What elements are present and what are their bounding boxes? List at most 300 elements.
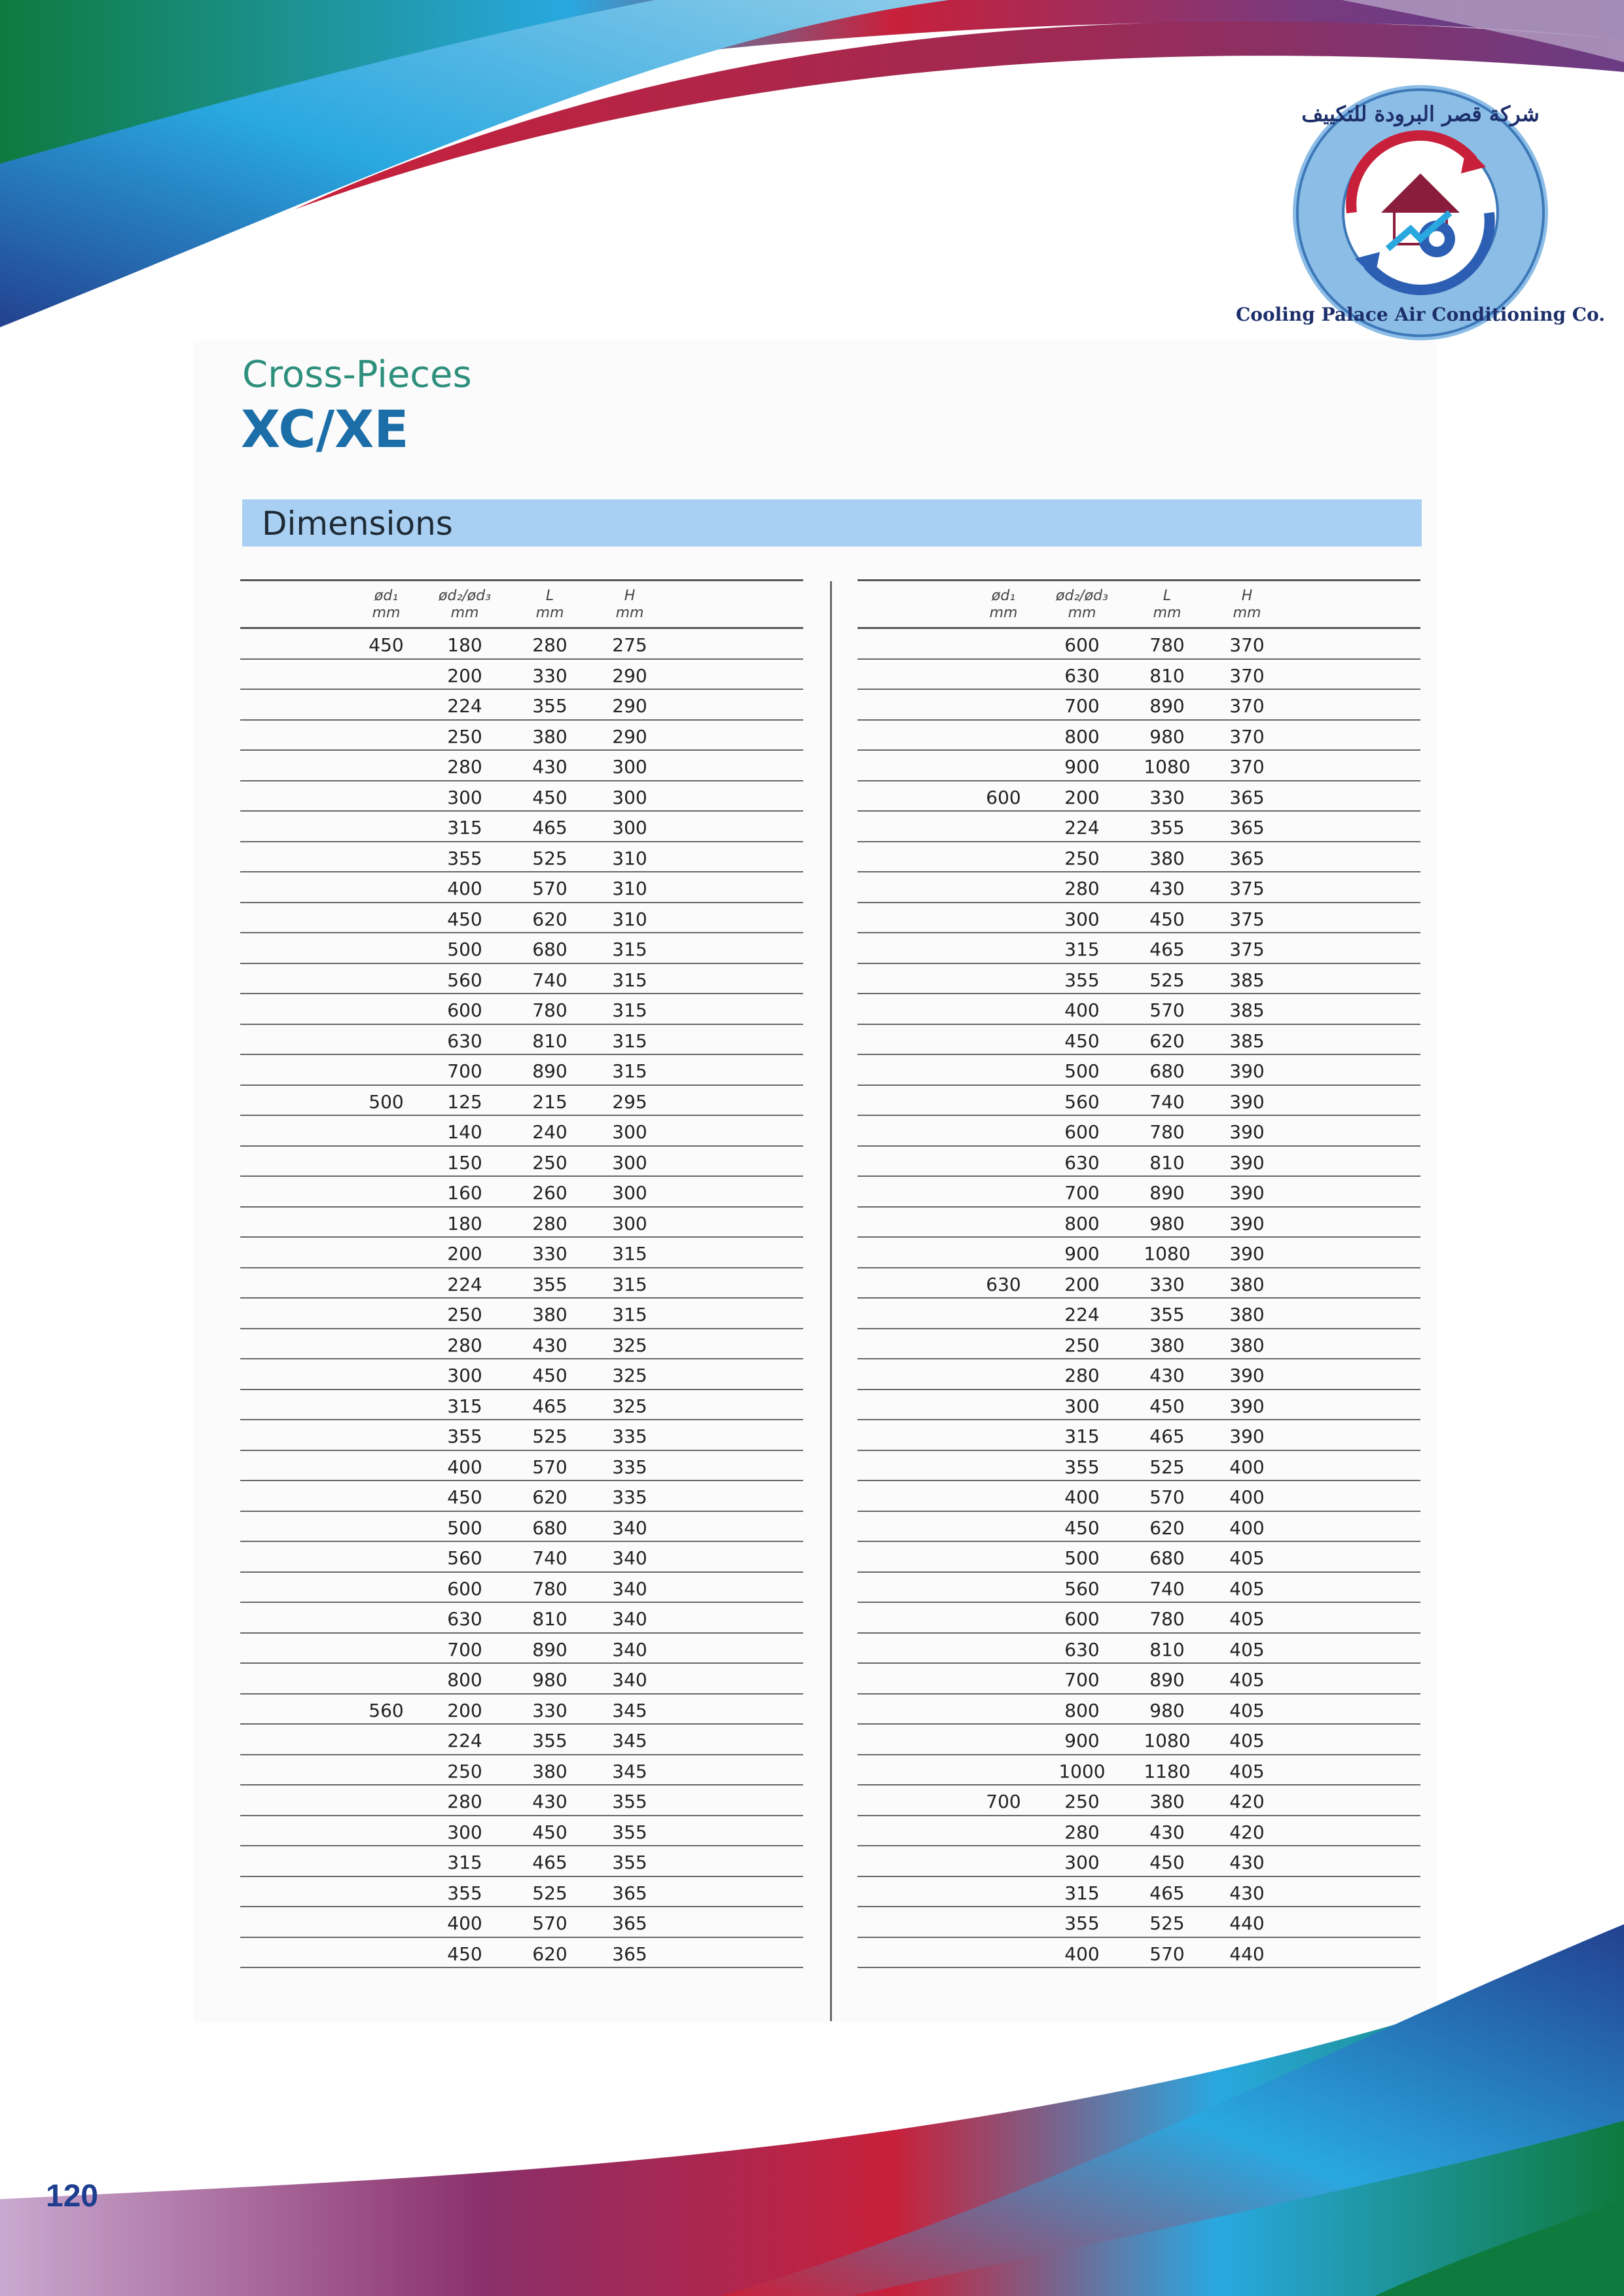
cell-l: 250 xyxy=(532,1151,568,1174)
cell-d2-d3: 700 xyxy=(1064,1182,1100,1204)
svg-text:شركة قصر البرودة للتكييف: شركة قصر البرودة للتكييف xyxy=(1301,101,1540,126)
cell-l: 810 xyxy=(532,1608,568,1630)
table-row xyxy=(240,751,803,781)
cell-h: 390 xyxy=(1229,1121,1265,1143)
table-row xyxy=(240,1268,803,1299)
cell-h: 335 xyxy=(612,1426,647,1447)
cell-d1: 630 xyxy=(986,1273,1021,1295)
cell-l: 780 xyxy=(1149,1121,1185,1143)
cell-h: 325 xyxy=(612,1395,647,1417)
cell-d2-d3: 700 xyxy=(447,1060,482,1082)
table-row xyxy=(240,1603,803,1634)
cell-d2-d3: 600 xyxy=(1064,1121,1100,1143)
column-header-d1: ød₁ mm xyxy=(989,588,1018,621)
table-row xyxy=(240,1846,803,1877)
table-row xyxy=(240,1664,803,1695)
cell-l: 810 xyxy=(1149,1638,1185,1660)
cell-l: 740 xyxy=(1149,1090,1185,1113)
cell-d2-d3: 280 xyxy=(447,1334,482,1356)
cell-h: 325 xyxy=(612,1334,647,1356)
cell-l: 570 xyxy=(532,1912,568,1934)
cell-h: 300 xyxy=(612,817,647,838)
cell-d2-d3: 400 xyxy=(447,1912,482,1934)
cell-d2-d3: 315 xyxy=(447,1852,482,1873)
cell-d2-d3: 280 xyxy=(1064,878,1100,899)
cell-h: 315 xyxy=(612,1304,647,1325)
table-row xyxy=(240,1877,803,1908)
cell-d2-d3: 140 xyxy=(447,1121,482,1143)
cell-h: 315 xyxy=(612,969,647,991)
table-row xyxy=(857,1147,1420,1177)
cell-h: 390 xyxy=(1229,1395,1265,1417)
table-header xyxy=(857,579,1420,629)
cell-d2-d3: 450 xyxy=(447,908,482,930)
cell-l: 355 xyxy=(1149,817,1185,838)
cell-l: 330 xyxy=(1149,1273,1185,1295)
cell-d2-d3: 560 xyxy=(447,1547,482,1569)
cell-l: 450 xyxy=(532,1821,568,1843)
cell-h: 300 xyxy=(612,1121,647,1143)
cell-d2-d3: 630 xyxy=(447,1608,482,1630)
table-row xyxy=(857,1329,1420,1360)
cell-d2-d3: 250 xyxy=(1064,1334,1100,1356)
cell-l: 570 xyxy=(532,878,568,899)
cell-l: 1080 xyxy=(1144,1730,1191,1751)
cell-l: 620 xyxy=(1149,1030,1185,1052)
table-row xyxy=(240,629,803,660)
cell-l: 1080 xyxy=(1144,1243,1191,1265)
dimensions-table-left xyxy=(240,579,803,1968)
cell-h: 310 xyxy=(612,908,647,930)
cell-l: 355 xyxy=(532,1273,568,1295)
table-row xyxy=(857,812,1420,842)
cell-l: 525 xyxy=(1149,1912,1185,1934)
table-row xyxy=(857,1359,1420,1390)
cell-l: 890 xyxy=(1149,1182,1185,1204)
cell-h: 405 xyxy=(1229,1577,1265,1600)
table-row xyxy=(857,1177,1420,1208)
table-row xyxy=(240,812,803,842)
table-row xyxy=(240,1177,803,1208)
cell-l: 890 xyxy=(532,1638,568,1660)
table-row xyxy=(240,781,803,812)
table-row xyxy=(240,660,803,691)
table-row xyxy=(240,1785,803,1816)
cell-d2-d3: 355 xyxy=(447,1426,482,1447)
table-row xyxy=(857,1846,1420,1877)
cell-d2-d3: 224 xyxy=(447,695,482,717)
table-row xyxy=(240,872,803,903)
table-row xyxy=(240,1816,803,1847)
cell-d2-d3: 700 xyxy=(1064,1669,1100,1691)
decorative-footer-waves xyxy=(0,1924,1624,2296)
cell-d1: 560 xyxy=(369,1699,404,1721)
svg-text:Cooling Palace Air Conditionin: Cooling Palace Air Conditioning Co. xyxy=(1236,304,1605,325)
table-row xyxy=(240,1055,803,1086)
cell-d2-d3: 150 xyxy=(447,1151,482,1174)
cell-d2-d3: 224 xyxy=(1064,1304,1100,1325)
cell-d2-d3: 600 xyxy=(1064,634,1100,656)
cell-d2-d3: 400 xyxy=(1064,1486,1100,1508)
table-row xyxy=(857,1451,1420,1482)
cell-l: 330 xyxy=(1149,786,1185,808)
cell-d2-d3: 200 xyxy=(1064,1273,1100,1295)
cell-h: 370 xyxy=(1229,664,1265,687)
cell-l: 280 xyxy=(532,1212,568,1234)
cell-h: 355 xyxy=(612,1791,647,1812)
cell-l: 980 xyxy=(1149,725,1185,747)
cell-d2-d3: 280 xyxy=(447,756,482,778)
cell-l: 680 xyxy=(532,939,568,960)
table-row xyxy=(857,1481,1420,1512)
cell-d2-d3: 160 xyxy=(447,1182,482,1204)
table-row xyxy=(857,1025,1420,1056)
cell-d2-d3: 280 xyxy=(1064,1821,1100,1843)
cell-d2-d3: 180 xyxy=(447,634,482,656)
cell-d2-d3: 280 xyxy=(1064,1365,1100,1386)
cell-l: 570 xyxy=(1149,1943,1185,1965)
cell-d2-d3: 900 xyxy=(1064,1243,1100,1265)
cell-l: 680 xyxy=(1149,1547,1185,1569)
cell-h: 390 xyxy=(1229,1151,1265,1174)
table-row xyxy=(240,690,803,721)
cell-d2-d3: 500 xyxy=(447,1516,482,1539)
cell-l: 355 xyxy=(532,695,568,717)
table-row xyxy=(857,872,1420,903)
cell-d2-d3: 250 xyxy=(447,1304,482,1325)
cell-h: 405 xyxy=(1229,1760,1265,1782)
page-number: 120 xyxy=(46,2179,99,2214)
cell-l: 430 xyxy=(532,1791,568,1812)
table-row xyxy=(240,1116,803,1147)
cell-l: 525 xyxy=(1149,1456,1185,1478)
cell-h: 300 xyxy=(612,1182,647,1204)
table-row xyxy=(857,1725,1420,1755)
table-row xyxy=(240,903,803,934)
cell-h: 390 xyxy=(1229,1243,1265,1265)
cell-l: 280 xyxy=(532,634,568,656)
cell-d2-d3: 400 xyxy=(447,1456,482,1478)
cell-l: 1180 xyxy=(1144,1760,1191,1782)
cell-h: 315 xyxy=(612,999,647,1021)
table-row xyxy=(240,721,803,751)
table-row xyxy=(857,1055,1420,1086)
table-row xyxy=(857,933,1420,964)
cell-d2-d3: 450 xyxy=(447,1486,482,1508)
column-header-d1: ød₁ mm xyxy=(372,588,401,621)
table-row xyxy=(857,1785,1420,1816)
cell-d2-d3: 700 xyxy=(1064,695,1100,717)
cell-h: 335 xyxy=(612,1456,647,1478)
cell-h: 355 xyxy=(612,1852,647,1873)
cell-h: 340 xyxy=(612,1516,647,1539)
table-row xyxy=(857,1755,1420,1786)
cell-d2-d3: 355 xyxy=(447,847,482,869)
cell-h: 345 xyxy=(612,1699,647,1721)
cell-d2-d3: 315 xyxy=(1064,939,1100,960)
cell-h: 315 xyxy=(612,1030,647,1052)
cell-h: 375 xyxy=(1229,878,1265,899)
cell-l: 380 xyxy=(1149,1791,1185,1812)
cell-h: 345 xyxy=(612,1760,647,1782)
cell-d2-d3: 355 xyxy=(1064,969,1100,991)
table-row xyxy=(857,781,1420,812)
cell-l: 525 xyxy=(1149,969,1185,991)
cell-h: 380 xyxy=(1229,1273,1265,1295)
cell-d2-d3: 180 xyxy=(447,1212,482,1234)
cell-d2-d3: 300 xyxy=(1064,1395,1100,1417)
cell-h: 370 xyxy=(1229,695,1265,717)
table-row xyxy=(240,1755,803,1786)
column-header-d2-d3: ød₂/ød₃ mm xyxy=(1056,588,1108,621)
cell-h: 430 xyxy=(1229,1882,1265,1904)
cell-l: 330 xyxy=(532,664,568,687)
cell-d2-d3: 400 xyxy=(1064,999,1100,1021)
table-row xyxy=(857,660,1420,691)
table-row xyxy=(857,1542,1420,1573)
cell-d2-d3: 500 xyxy=(1064,1060,1100,1082)
cell-d2-d3: 900 xyxy=(1064,1730,1100,1751)
cell-d2-d3: 315 xyxy=(1064,1882,1100,1904)
cell-l: 780 xyxy=(1149,634,1185,656)
table-row xyxy=(857,1634,1420,1664)
table-row xyxy=(857,1603,1420,1634)
cell-h: 385 xyxy=(1229,1030,1265,1052)
cell-h: 365 xyxy=(612,1943,647,1965)
table-row xyxy=(240,1025,803,1056)
cell-h: 405 xyxy=(1229,1669,1265,1691)
cell-d2-d3: 700 xyxy=(447,1638,482,1660)
cell-h: 365 xyxy=(1229,847,1265,869)
cell-h: 340 xyxy=(612,1608,647,1630)
section-title: Dimensions xyxy=(262,505,453,543)
cell-h: 335 xyxy=(612,1486,647,1508)
cell-l: 780 xyxy=(1149,1608,1185,1630)
table-body xyxy=(857,629,1420,1968)
cell-h: 365 xyxy=(1229,817,1265,838)
cell-d2-d3: 600 xyxy=(1064,1608,1100,1630)
table-row xyxy=(240,1512,803,1543)
cell-d2-d3: 355 xyxy=(447,1882,482,1904)
cell-d2-d3: 224 xyxy=(1064,817,1100,838)
cell-h: 375 xyxy=(1229,939,1265,960)
cell-h: 385 xyxy=(1229,999,1265,1021)
cell-d2-d3: 250 xyxy=(1064,847,1100,869)
cell-h: 405 xyxy=(1229,1638,1265,1660)
cell-d2-d3: 200 xyxy=(447,1243,482,1265)
cell-h: 300 xyxy=(612,1212,647,1234)
table-row xyxy=(857,1573,1420,1604)
cell-l: 620 xyxy=(532,1486,568,1508)
product-subtitle: Cross-Pieces xyxy=(242,353,472,396)
cell-h: 400 xyxy=(1229,1516,1265,1539)
cell-d2-d3: 280 xyxy=(447,1791,482,1812)
cell-l: 465 xyxy=(532,1395,568,1417)
cell-d2-d3: 125 xyxy=(447,1090,482,1113)
cell-d2-d3: 630 xyxy=(447,1030,482,1052)
cell-l: 570 xyxy=(1149,1486,1185,1508)
cell-l: 430 xyxy=(532,1334,568,1356)
table-row xyxy=(857,842,1420,873)
cell-d2-d3: 300 xyxy=(447,786,482,808)
cell-h: 275 xyxy=(612,634,647,656)
cell-l: 525 xyxy=(532,847,568,869)
cell-l: 465 xyxy=(1149,1882,1185,1904)
cell-d2-d3: 315 xyxy=(1064,1426,1100,1447)
cell-h: 355 xyxy=(612,1821,647,1843)
cell-l: 380 xyxy=(1149,847,1185,869)
cell-l: 450 xyxy=(1149,1852,1185,1873)
cell-d2-d3: 400 xyxy=(447,878,482,899)
cell-l: 380 xyxy=(532,725,568,747)
cell-h: 340 xyxy=(612,1669,647,1691)
cell-h: 365 xyxy=(612,1912,647,1934)
table-row xyxy=(240,1451,803,1482)
company-logo xyxy=(1236,82,1605,344)
cell-l: 1080 xyxy=(1144,756,1191,778)
cell-h: 295 xyxy=(612,1090,647,1113)
cell-l: 465 xyxy=(532,1852,568,1873)
cell-d2-d3: 315 xyxy=(447,1395,482,1417)
cell-l: 810 xyxy=(1149,664,1185,687)
cell-l: 465 xyxy=(532,817,568,838)
table-row xyxy=(240,1725,803,1755)
cell-l: 620 xyxy=(1149,1516,1185,1539)
column-header-h: H mm xyxy=(615,588,644,621)
cell-d2-d3: 800 xyxy=(447,1669,482,1691)
cell-l: 780 xyxy=(532,999,568,1021)
cell-d2-d3: 560 xyxy=(1064,1577,1100,1600)
cell-d2-d3: 630 xyxy=(1064,1638,1100,1660)
table-body xyxy=(240,629,803,1968)
cell-l: 330 xyxy=(532,1243,568,1265)
cell-h: 390 xyxy=(1229,1060,1265,1082)
cell-h: 390 xyxy=(1229,1090,1265,1113)
cell-l: 810 xyxy=(532,1030,568,1052)
cell-l: 525 xyxy=(532,1882,568,1904)
table-row xyxy=(240,1238,803,1268)
cell-h: 315 xyxy=(612,939,647,960)
cell-d2-d3: 560 xyxy=(1064,1090,1100,1113)
column-divider xyxy=(830,581,832,2021)
cell-d1: 500 xyxy=(369,1090,404,1113)
cell-h: 390 xyxy=(1229,1426,1265,1447)
table-row xyxy=(240,1299,803,1329)
cell-d1: 700 xyxy=(986,1791,1021,1812)
table-row xyxy=(857,1086,1420,1117)
table-row xyxy=(240,1208,803,1238)
dimensions-table-right xyxy=(857,579,1420,1968)
cell-d2-d3: 224 xyxy=(447,1273,482,1295)
cell-h: 390 xyxy=(1229,1365,1265,1386)
cell-d2-d3: 900 xyxy=(1064,756,1100,778)
cell-l: 260 xyxy=(532,1182,568,1204)
cell-h: 400 xyxy=(1229,1456,1265,1478)
cell-d2-d3: 250 xyxy=(447,725,482,747)
table-row xyxy=(857,1420,1420,1451)
cell-l: 620 xyxy=(532,1943,568,1965)
column-header-l: L mm xyxy=(535,588,564,621)
cell-l: 450 xyxy=(532,1365,568,1386)
cell-l: 465 xyxy=(1149,939,1185,960)
table-row xyxy=(857,964,1420,995)
cell-d2-d3: 250 xyxy=(447,1760,482,1782)
cell-h: 340 xyxy=(612,1638,647,1660)
cell-h: 430 xyxy=(1229,1852,1265,1873)
cell-l: 240 xyxy=(532,1121,568,1143)
cell-d2-d3: 315 xyxy=(447,817,482,838)
table-row xyxy=(240,1086,803,1117)
cell-d1: 450 xyxy=(369,634,404,656)
cell-h: 325 xyxy=(612,1365,647,1386)
table-row xyxy=(857,751,1420,781)
cell-d2-d3: 300 xyxy=(1064,908,1100,930)
dimensions-section-bar xyxy=(242,499,1422,547)
cell-l: 980 xyxy=(1149,1212,1185,1234)
column-header-l: L mm xyxy=(1153,588,1182,621)
cell-l: 380 xyxy=(532,1760,568,1782)
cell-l: 430 xyxy=(1149,1821,1185,1843)
cell-l: 430 xyxy=(1149,1365,1185,1386)
table-row xyxy=(857,1238,1420,1268)
cell-l: 380 xyxy=(1149,1334,1185,1356)
cell-h: 300 xyxy=(612,756,647,778)
cell-h: 370 xyxy=(1229,756,1265,778)
cell-h: 345 xyxy=(612,1730,647,1751)
table-row xyxy=(240,1390,803,1421)
cell-l: 890 xyxy=(532,1060,568,1082)
cell-h: 300 xyxy=(612,786,647,808)
cell-l: 980 xyxy=(532,1669,568,1691)
cell-d2-d3: 355 xyxy=(1064,1456,1100,1478)
table-row xyxy=(240,994,803,1025)
table-row xyxy=(857,1695,1420,1725)
table-row xyxy=(857,903,1420,934)
cell-d2-d3: 600 xyxy=(447,999,482,1021)
table-row xyxy=(240,1542,803,1573)
table-row xyxy=(857,994,1420,1025)
cell-h: 420 xyxy=(1229,1821,1265,1843)
cell-d2-d3: 450 xyxy=(1064,1516,1100,1539)
cell-l: 450 xyxy=(1149,1395,1185,1417)
cell-h: 290 xyxy=(612,664,647,687)
cell-h: 405 xyxy=(1229,1608,1265,1630)
cell-l: 570 xyxy=(1149,999,1185,1021)
table-row xyxy=(857,721,1420,751)
table-row xyxy=(857,1299,1420,1329)
table-row xyxy=(240,1359,803,1390)
cell-l: 570 xyxy=(532,1456,568,1478)
cell-d2-d3: 800 xyxy=(1064,1699,1100,1721)
product-title: XC/XE xyxy=(241,401,409,459)
cell-l: 355 xyxy=(1149,1304,1185,1325)
table-row xyxy=(857,1390,1420,1421)
table-row xyxy=(240,1634,803,1664)
table-row xyxy=(240,1329,803,1360)
cell-l: 620 xyxy=(532,908,568,930)
cell-h: 390 xyxy=(1229,1182,1265,1204)
cell-d2-d3: 800 xyxy=(1064,725,1100,747)
cell-l: 780 xyxy=(532,1577,568,1600)
cell-l: 430 xyxy=(1149,878,1185,899)
cell-l: 680 xyxy=(1149,1060,1185,1082)
cell-l: 890 xyxy=(1149,1669,1185,1691)
cell-l: 450 xyxy=(532,786,568,808)
table-row xyxy=(857,1208,1420,1238)
cell-h: 380 xyxy=(1229,1334,1265,1356)
table-row xyxy=(240,1147,803,1177)
cell-h: 440 xyxy=(1229,1912,1265,1934)
